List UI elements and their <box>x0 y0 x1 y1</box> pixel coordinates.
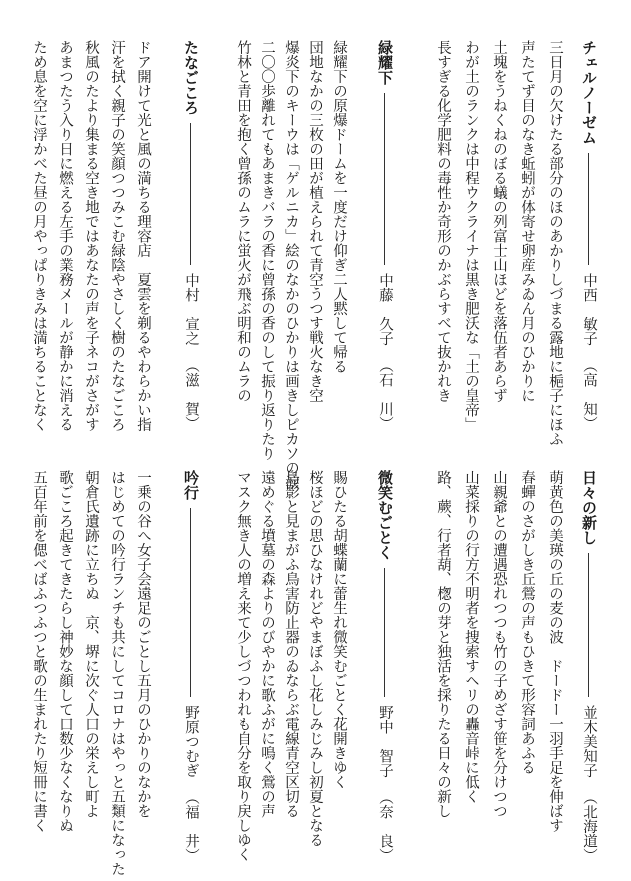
poem-line: 二〇〇歩離れてもあまきバラの香に曾孫の香のして振り返りたり <box>259 40 275 461</box>
poem-line: 鳥影と見まがふ鳥害防止器のゐならぶ電線青空区切る <box>283 470 299 818</box>
poem-hibi-no-arata <box>420 470 600 862</box>
poem-region: （滋 賀） <box>183 357 199 430</box>
poem-title: 日々の新し <box>580 470 598 545</box>
title-rule <box>384 568 386 697</box>
poem-line: 汗を拭く親子の笑顔つつみこむ緑陰やさしく樹のたなごころ <box>109 40 125 432</box>
poem-line: 五百年前を偲べばふつふつと歌の生まれたり短冊に書く <box>31 470 47 833</box>
poem-author: 並木美知子 <box>581 705 597 778</box>
poem-line: 秋風のたより集まる空き地ではあなたの声を子ネコがさがす <box>83 40 99 432</box>
poem-author: 野原つむぎ <box>183 705 199 778</box>
poem-line: 竹林と青田を抱く曾孫のムラに蛍火が飛ぶ明和のムラの <box>235 40 251 403</box>
poem-line: 路、蕨、行者葫、楤の芽と独活を採りたる日々の新し <box>435 470 451 818</box>
poem-author: 中西 敏子 <box>581 273 597 346</box>
title-rule <box>588 553 590 697</box>
poem-ryokuyouka <box>228 40 408 490</box>
poem-line: ドア開けて光と風の満ちる理容店 夏雲を剃るやわらかい指 <box>135 40 151 432</box>
poem-line: 三日月の欠けたる部分のほのあかりしづまる露地に梔子にほふ <box>547 40 563 446</box>
poem-tanagokoro <box>20 40 220 430</box>
title-rule <box>588 153 590 265</box>
poem-title: 吟行 <box>182 470 200 500</box>
poem-region: （北海道） <box>581 789 597 862</box>
poem-line: 山親爺との遭遇恐れつつも竹の子めざす笹を分けつつ <box>491 470 507 818</box>
poem-line: わが土のランクは中程ウクライナは黒き肥沃な「土の皇帝」 <box>463 40 479 432</box>
poem-line: ため息を空に浮かべた昼の月やっぱりきみは満ちることなく <box>31 40 47 432</box>
bottom-band <box>0 470 631 876</box>
poem-region: （石 川） <box>377 357 393 430</box>
poem-line: 朝倉氏遺跡に立ちぬ 京、堺に次ぐ人口の栄えし町よ <box>83 470 99 818</box>
poem-line: はじめての吟行ランチも共にしてコロナはやっと五類になった <box>109 470 125 876</box>
poem-region: （福 井） <box>183 789 199 862</box>
poem-region: （高 知） <box>581 357 597 430</box>
poem-title-column <box>578 40 600 430</box>
poem-line: 歌ごころ起きてきたらし神妙な顔して口数少なくなりぬ <box>57 470 73 833</box>
poem-line: 団地なかの三枚の田が植えられて青空うつす戦火なき空 <box>307 40 323 403</box>
poem-line: 声たてず目のなき蚯蚓が体寄せ卵産みゐん月のひかりに <box>519 40 535 403</box>
poem-title-column <box>180 470 202 862</box>
poem-line: マスク無き人の増え来て少しづつわれも自分を取り戻しゆく <box>235 470 251 862</box>
poem-line: 賜ひたる胡蝶蘭に蕾生れ微笑むごとく花開きゆく <box>331 470 347 789</box>
poem-title: 緑耀下 <box>376 40 394 85</box>
poem-ginkou <box>20 470 220 876</box>
poem-author: 野中 智子 <box>377 705 393 778</box>
poem-title: チェルノーゼム <box>580 40 598 145</box>
poem-title-column <box>180 40 202 430</box>
poem-line: 長すぎる化学肥料の毒性か奇形のかぶらすべて抜かれき <box>435 40 451 403</box>
poem-line: 爆炎下のキーウは「ゲルニカ」絵のなかのひかりは画きしピカソの涙 <box>283 40 299 490</box>
poem-line: あまつたう入り日に燃える左手の業務メールが静かに消える <box>57 40 73 432</box>
poem-title-column <box>374 40 396 430</box>
poem-chernozem <box>420 40 600 446</box>
poem-hohoemu-gotoku <box>228 470 408 862</box>
poem-title-column <box>374 470 396 862</box>
title-rule <box>190 123 192 265</box>
poem-line: 一乗の谷へ女子会遠足のごとし五月のひかりのなかを <box>135 470 151 818</box>
poem-line: 萌黄色の美瑛の丘の麦の波 ドードー一羽手足を伸ばす <box>547 470 563 833</box>
poem-region: （奈 良） <box>377 789 393 862</box>
poem-line: 山菜採りの行方不明者を捜索すヘリの轟音峠に低く <box>463 470 479 804</box>
poem-title: たなごころ <box>182 40 200 115</box>
poem-line: 春蟬のさがしき丘鶯の声もひきて形容詞あふる <box>519 470 535 775</box>
title-rule <box>384 93 386 265</box>
poem-title: 微笑むごとく <box>376 470 394 560</box>
title-rule <box>190 508 192 697</box>
poem-line: 土塊をうねくねのぼる蟻の列富士山ほどを落伍者あらず <box>491 40 507 403</box>
poem-line: 緑耀下の原爆ドームを一度だけ仰ぎ二人黙して帰る <box>331 40 347 374</box>
poem-author: 中藤 久子 <box>377 273 393 346</box>
poem-line: 桜ほどの思ひなけれどやまぼふし花しみじみし初夏となる <box>307 470 323 847</box>
poem-author: 中村 宣之 <box>183 273 199 346</box>
poem-line: 遠めぐる墳墓の森よりのびやかに歌ふがに鳴く鶯の声 <box>259 470 275 818</box>
poem-title-column <box>578 470 600 862</box>
